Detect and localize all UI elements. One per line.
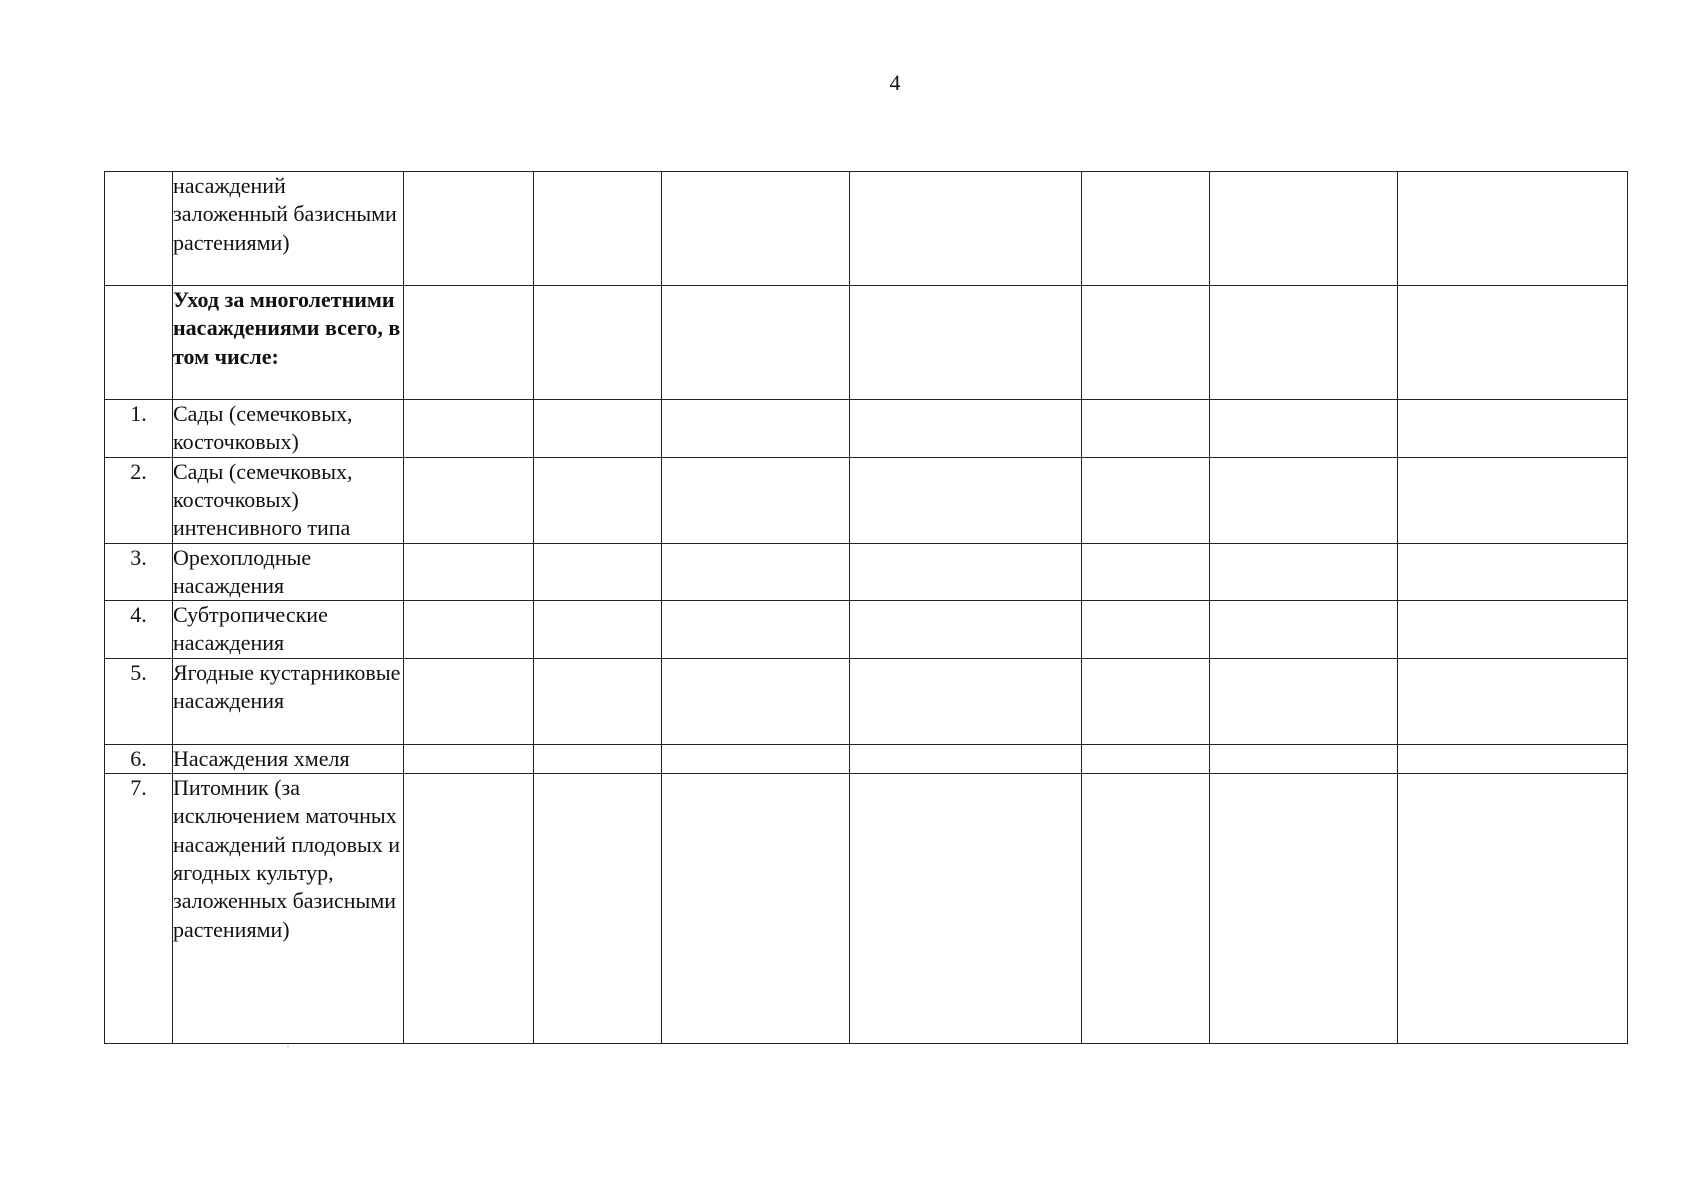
table-cell: [534, 774, 662, 1044]
table-cell: [850, 543, 1082, 601]
table-cell: [1210, 286, 1398, 400]
table-cell: [1082, 543, 1210, 601]
table-cell: [850, 400, 1082, 458]
table-cell: [662, 286, 850, 400]
table-cell: [404, 774, 534, 1044]
table-cell: [534, 601, 662, 659]
row-name: Сады (семечковых, косточковых): [173, 400, 404, 458]
table-cell: [1210, 744, 1398, 773]
table-cell: [1398, 543, 1628, 601]
table-cell: [534, 543, 662, 601]
table-row: [105, 774, 1628, 1044]
table-cell: [1398, 601, 1628, 659]
table-cell: [1210, 774, 1398, 1044]
table-cell: [1210, 400, 1398, 458]
row-name: Уход за многолетними насаждениями всего, в том числе:: [173, 286, 404, 400]
table-cell: [534, 744, 662, 773]
table-cell: [1082, 744, 1210, 773]
table-cell: [850, 457, 1082, 543]
row-number: [105, 286, 173, 400]
table-cell: [1398, 400, 1628, 458]
row-name: Насаждения хмеля: [173, 744, 404, 773]
row-name: Орехоплодные насаждения: [173, 543, 404, 601]
table-cell: [662, 658, 850, 744]
table-cell: [1210, 658, 1398, 744]
data-table: [104, 171, 1628, 1044]
table-cell: [850, 774, 1082, 1044]
table-cell: [1082, 172, 1210, 286]
row-number: 2.: [105, 457, 173, 543]
table-cell: [1082, 601, 1210, 659]
row-name: Ягодные кустарниковые насаждения: [173, 658, 404, 744]
row-name: Субтропические насаждения: [173, 601, 404, 659]
row-number: 5.: [105, 658, 173, 744]
table-cell: [1082, 774, 1210, 1044]
table-cell: [662, 457, 850, 543]
table-cell: [1398, 744, 1628, 773]
table-row: [105, 457, 1628, 543]
page-number: 4: [889, 70, 901, 95]
table-cell: [534, 457, 662, 543]
table-cell: [850, 286, 1082, 400]
table-cell: [1398, 172, 1628, 286]
row-number: 4.: [105, 601, 173, 659]
table-cell: [534, 658, 662, 744]
table-cell: [404, 658, 534, 744]
table-cell: [1398, 774, 1628, 1044]
row-number: [105, 172, 173, 286]
table-cell: [1398, 658, 1628, 744]
table-row: [105, 172, 1628, 286]
table-cell: [534, 286, 662, 400]
table-row: [105, 601, 1628, 659]
table-cell: [662, 774, 850, 1044]
table-cell: [404, 286, 534, 400]
table-cell: [1082, 400, 1210, 458]
table-cell: [404, 601, 534, 659]
table-cell: [534, 172, 662, 286]
table-cell: [404, 172, 534, 286]
table-cell: [1210, 543, 1398, 601]
table-cell: [1082, 658, 1210, 744]
row-number: 1.: [105, 400, 173, 458]
scan-artifact: [287, 1046, 289, 1047]
table-cell: [850, 658, 1082, 744]
table-cell: [404, 744, 534, 773]
row-number: 7.: [105, 774, 173, 1044]
table-row: [105, 400, 1628, 458]
table-cell: [662, 601, 850, 659]
row-number: 3.: [105, 543, 173, 601]
table-cell: [850, 744, 1082, 773]
table-cell: [534, 400, 662, 458]
table-cell: [1398, 457, 1628, 543]
table-row: [105, 744, 1628, 773]
table-cell: [850, 601, 1082, 659]
table-row: [105, 543, 1628, 601]
table-cell: [1210, 457, 1398, 543]
table-cell: [1210, 172, 1398, 286]
table-cell: [1082, 286, 1210, 400]
table-cell: [662, 744, 850, 773]
table-cell: [662, 543, 850, 601]
table-row: [105, 286, 1628, 400]
table-row: [105, 658, 1628, 744]
table-cell: [1398, 286, 1628, 400]
row-number: 6.: [105, 744, 173, 773]
table-cell: [850, 172, 1082, 286]
table-cell: [662, 172, 850, 286]
table-cell: [404, 543, 534, 601]
table-cell: [1210, 601, 1398, 659]
table-cell: [662, 400, 850, 458]
table-cell: [404, 400, 534, 458]
row-name: насаждений заложенный базисными растениями): [173, 172, 404, 286]
table-cell: [1082, 457, 1210, 543]
row-name: Питомник (за исключением маточных насаждений плодовых и ягодных культур, заложенных базисными растениями): [173, 774, 404, 1044]
table-cell: [404, 457, 534, 543]
row-name: Сады (семечковых, косточковых) интенсивного типа: [173, 457, 404, 543]
